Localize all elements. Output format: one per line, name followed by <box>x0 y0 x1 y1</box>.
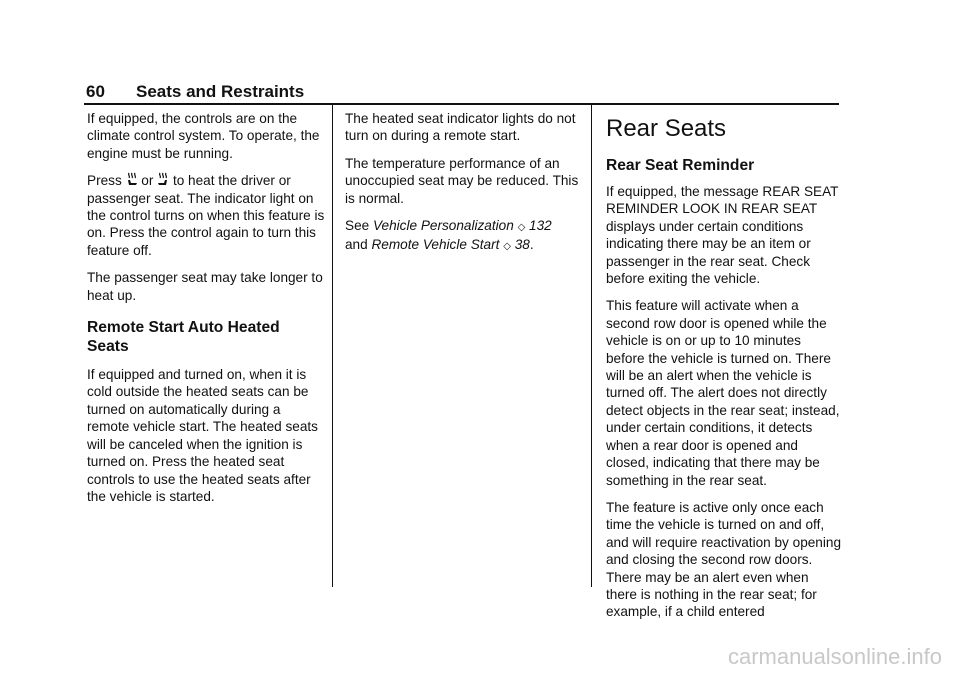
heading-rear-seat-reminder: Rear Seat Reminder <box>606 157 755 174</box>
paragraph: The heated seat indicator lights do not turn on during a remote start. <box>345 111 576 144</box>
heading-rear-seats: Rear Seats <box>606 115 727 142</box>
paragraph-see-also: See Vehicle Personalization ◇ 132 and Remote Vehicle Start ◇ 38. <box>345 218 552 253</box>
paragraph: The feature is active only once each time the vehicle is turned on and off, and will require reactivation by opening and closing the second row doors. There may be an alert even when there is nothing in the rear seat; for example, if a child entered <box>606 499 842 620</box>
paragraph: If equipped and turned on, when it is cold outside the heated seats can be turned on automatically during a remote vehicle start. The heated seats will be canceled when the ignition is turned on. Press the heated seat controls to use the heated seats after the vehicle is started. <box>87 367 318 504</box>
paragraph: The passenger seat may take longer to heat up. <box>87 270 323 303</box>
section-title: Seats and Restraints <box>136 82 305 101</box>
watermark: carmanualsonline.info <box>727 644 942 669</box>
column-1 <box>87 110 325 515</box>
page-ref-arrow-icon: ◇ <box>517 222 526 234</box>
heated-seat-driver-icon <box>126 172 138 186</box>
paragraph: If equipped, the controls are on the climate control system. To operate, the engine must be running. <box>87 111 320 161</box>
paragraph: The temperature performance of an unoccupied seat may be reduced. This is normal. <box>345 155 579 206</box>
link-remote-vehicle-start[interactable]: Remote Vehicle Start <box>371 237 500 253</box>
column-2 <box>345 110 581 266</box>
heated-seat-passenger-icon <box>157 172 169 186</box>
column-divider-2 <box>591 105 592 587</box>
header-rule <box>84 103 839 105</box>
page-number: 60 <box>86 82 105 101</box>
page-ref-arrow-icon: ◇ <box>503 241 511 253</box>
column-3 <box>606 110 842 631</box>
page-ref-38[interactable]: 38 <box>514 237 530 253</box>
page-header <box>84 82 840 104</box>
paragraph-press: Press or to heat the driver or passenger seat. The indicator light on the control turns on when this feature is on. Press the control again to turn this feature off. <box>87 173 325 258</box>
paragraph: This feature will activate when a second row door is opened while the vehicle is on or up to 10 minutes before the vehicle is turned on. There will be an alert when the vehicle is turned off. The alert does not directly detect objects in the rear seat; instead, under certain conditions, it detects when a rear door is opened and closed, indicating that there may be something in the rear seat. <box>606 298 840 488</box>
heading-remote-start-auto-heated-seats: Remote Start Auto Heated Seats <box>87 319 280 356</box>
page-ref-132[interactable]: 132 <box>529 218 552 234</box>
paragraph: If equipped, the message REAR SEAT REMINDER LOOK IN REAR SEAT displays under certain conditions indicating there may be an item or passenger in the rear seat. Check before exiting the vehicle. <box>606 184 839 287</box>
link-vehicle-personalization[interactable]: Vehicle Personalization <box>372 218 514 234</box>
column-divider-1 <box>332 105 333 587</box>
